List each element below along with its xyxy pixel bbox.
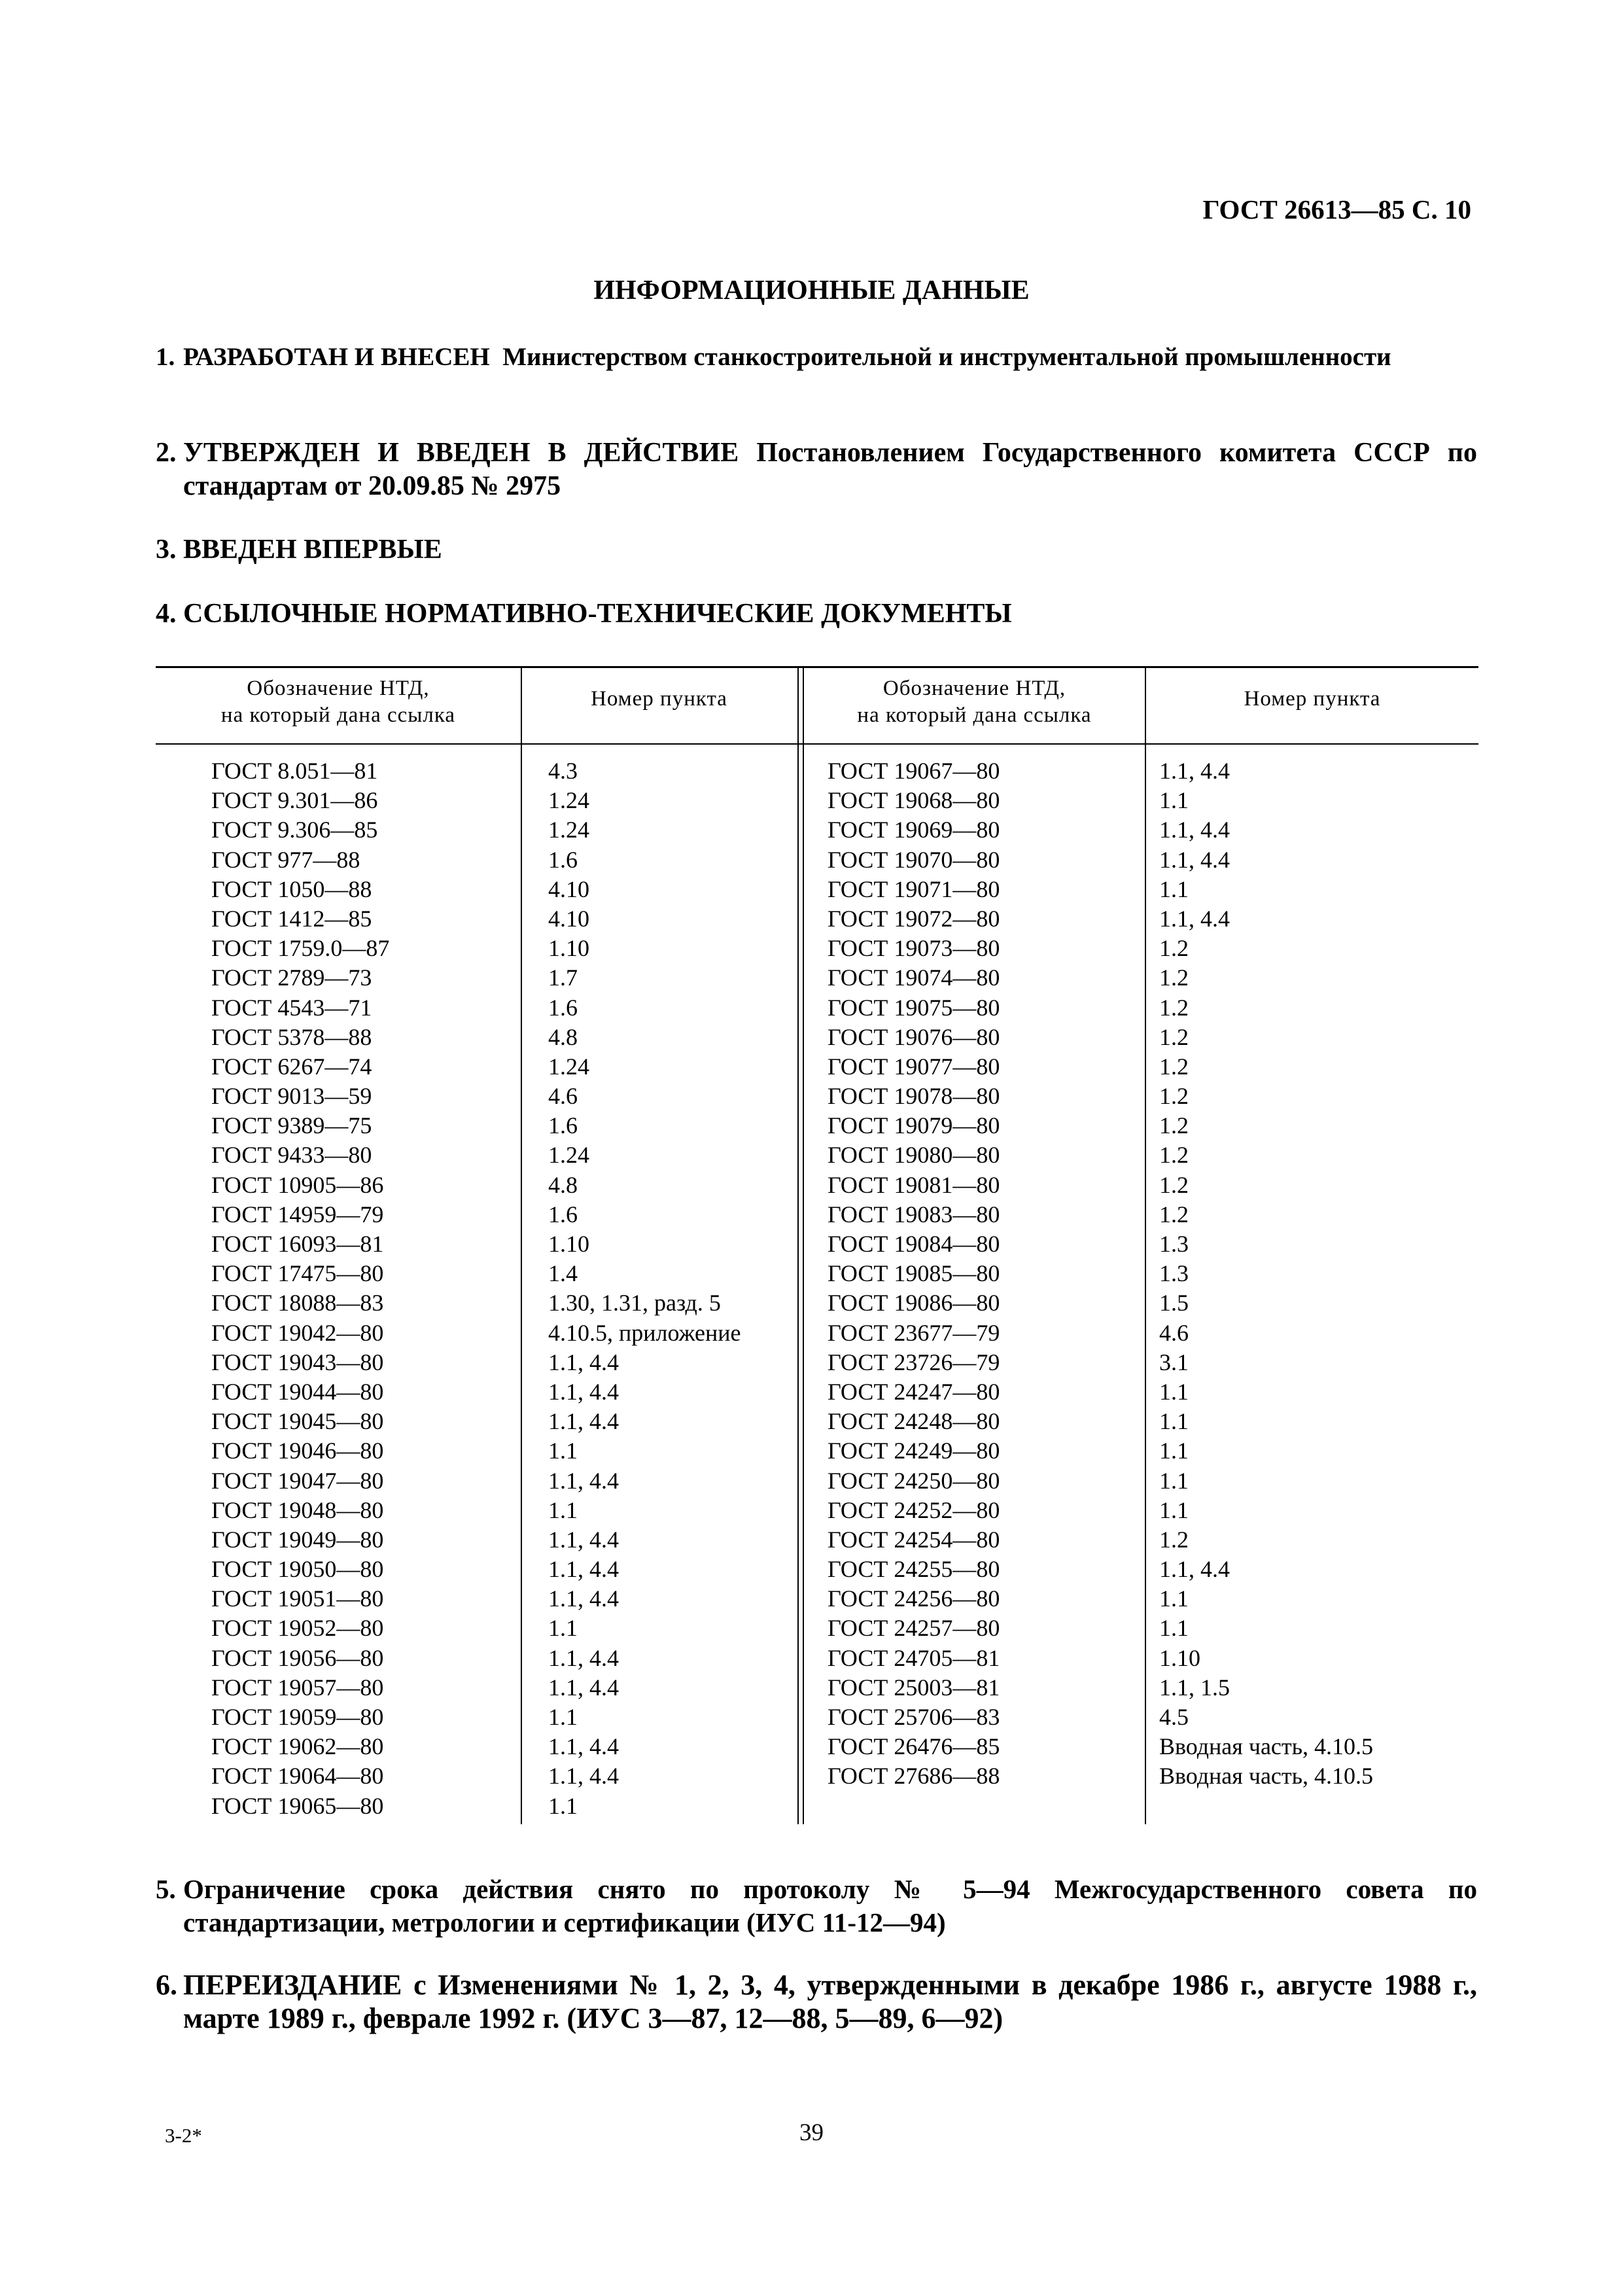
ntd-cell: ГОСТ 25003—81 — [828, 1674, 1000, 1701]
ntd-cell: ГОСТ 24256—80 — [828, 1585, 1000, 1612]
clause-cell: 1.2 — [1159, 935, 1189, 962]
ntd-cell: ГОСТ 19042—80 — [211, 1319, 384, 1346]
item-number: 2. — [156, 438, 177, 468]
item-number: 6. — [156, 1969, 177, 2001]
ntd-cell: ГОСТ 19065—80 — [211, 1792, 384, 1819]
ntd-cell: ГОСТ 19067—80 — [828, 758, 1000, 784]
ntd-cell: ГОСТ 9389—75 — [211, 1112, 372, 1139]
clause-cell: 1.1, 4.4 — [548, 1674, 619, 1701]
ntd-cell: ГОСТ 19051—80 — [211, 1585, 384, 1612]
clause-cell: 1.2 — [1159, 994, 1189, 1021]
clause-cell: 4.3 — [548, 758, 578, 784]
clause-cell: Вводная часть, 4.10.5 — [1159, 1763, 1374, 1790]
ntd-cell: ГОСТ 9.301—86 — [211, 787, 378, 814]
table-divider — [797, 666, 799, 1824]
ntd-cell: ГОСТ 24255—80 — [828, 1556, 1000, 1583]
clause-cell: 1.1 — [1159, 1615, 1189, 1642]
ntd-cell: ГОСТ 19075—80 — [828, 994, 1000, 1021]
ntd-cell: ГОСТ 19062—80 — [211, 1733, 384, 1760]
table-header-rule — [156, 743, 1478, 745]
ntd-cell: ГОСТ 23726—79 — [828, 1349, 1000, 1375]
ntd-cell: ГОСТ 19064—80 — [211, 1763, 384, 1790]
clause-cell: 4.6 — [1159, 1319, 1189, 1346]
ntd-cell: ГОСТ 19043—80 — [211, 1349, 384, 1375]
clause-cell: 1.2 — [1159, 1053, 1189, 1080]
item-lead: РАЗРАБОТАН И ВНЕСЕН — [183, 343, 490, 371]
ntd-cell: ГОСТ 19068—80 — [828, 787, 1000, 814]
clause-cell: 1.2 — [1159, 1023, 1189, 1050]
ntd-cell: ГОСТ 14959—79 — [211, 1201, 384, 1227]
item-text: ПЕРЕИЗДАНИЕ с Изменениями № 1, 2, 3, 4, утвержденными в декабре 1986 г., августе 1988 г., марте 1989 г., феврале 1992 г. (ИУС 3—87, 12—88, 5—89, 6—92) — [183, 1969, 1477, 2034]
ntd-cell: ГОСТ 19076—80 — [828, 1023, 1000, 1050]
item-number: 3. — [156, 535, 177, 565]
clause-cell: 1.1, 4.4 — [548, 1733, 619, 1760]
clause-cell: 1.1, 4.4 — [1159, 817, 1230, 843]
clause-cell: 1.1, 4.4 — [548, 1644, 619, 1671]
ntd-cell: ГОСТ 19086—80 — [828, 1290, 1000, 1316]
right-clause-column — [1159, 756, 1373, 1792]
clause-cell: 1.1, 4.4 — [548, 1763, 619, 1790]
ntd-cell: ГОСТ 19049—80 — [211, 1526, 384, 1553]
item-number: 1. — [156, 343, 175, 371]
item-introduced — [156, 533, 1477, 567]
ntd-cell: ГОСТ 24248—80 — [828, 1408, 1000, 1435]
clause-cell: 1.1, 4.4 — [1159, 758, 1230, 784]
table-top-rule — [156, 666, 1478, 668]
item-text: ССЫЛОЧНЫЕ НОРМАТИВНО-ТЕХНИЧЕСКИЕ ДОКУМЕНТЫ — [183, 599, 1012, 629]
clause-cell: 1.1, 4.4 — [1159, 1556, 1230, 1583]
item-approved — [156, 436, 1477, 503]
ntd-cell: ГОСТ 19050—80 — [211, 1556, 384, 1583]
ntd-cell: ГОСТ 8.051—81 — [211, 758, 378, 784]
left-clause-column — [548, 756, 741, 1821]
page-header: ГОСТ 26613—85 С. 10 — [1202, 194, 1471, 224]
ntd-cell: ГОСТ 24250—80 — [828, 1467, 1000, 1494]
clause-cell: 1.24 — [548, 787, 589, 814]
ntd-cell: ГОСТ 26476—85 — [828, 1733, 1000, 1760]
clause-cell: 1.1, 4.4 — [548, 1585, 619, 1612]
clause-cell: 1.1 — [1159, 787, 1189, 814]
ntd-cell: ГОСТ 24247—80 — [828, 1378, 1000, 1405]
ntd-cell: ГОСТ 9.306—85 — [211, 817, 378, 843]
clause-cell: 1.10 — [548, 1231, 589, 1257]
clause-cell: 1.3 — [1159, 1260, 1189, 1287]
clause-cell: 1.24 — [548, 1053, 589, 1080]
ntd-cell: ГОСТ 24705—81 — [828, 1644, 1000, 1671]
ntd-cell: ГОСТ 24249—80 — [828, 1438, 1000, 1464]
ntd-cell: ГОСТ 19085—80 — [828, 1260, 1000, 1287]
ntd-cell: ГОСТ 19080—80 — [828, 1142, 1000, 1169]
clause-cell: 4.8 — [548, 1023, 578, 1050]
header-clause-right: Номер пункта — [1244, 687, 1381, 711]
clause-cell: 1.1 — [1159, 1378, 1189, 1405]
ntd-cell: ГОСТ 19083—80 — [828, 1201, 1000, 1227]
clause-cell: 1.1 — [548, 1792, 578, 1819]
ntd-cell: ГОСТ 5378—88 — [211, 1023, 372, 1050]
ntd-cell: ГОСТ 19052—80 — [211, 1615, 384, 1642]
clause-cell: 1.5 — [1159, 1290, 1189, 1316]
clause-cell: 1.1 — [1159, 1467, 1189, 1494]
ntd-cell: ГОСТ 16093—81 — [211, 1231, 384, 1257]
ntd-cell: ГОСТ 24257—80 — [828, 1615, 1000, 1642]
item-text: Ограничение срока действия снято по протоколу № 5—94 Межгосударственного совета по стандартизации, метрологии и сертификации (ИУС 11-12—94) — [183, 1874, 1477, 1937]
clause-cell: 1.1 — [1159, 875, 1189, 902]
clause-cell: 1.1 — [548, 1704, 578, 1730]
ntd-cell: ГОСТ 2789—73 — [211, 964, 372, 991]
clause-cell: 4.5 — [1159, 1704, 1189, 1730]
left-ntd-column — [211, 756, 389, 1821]
clause-cell: 1.3 — [1159, 1231, 1189, 1257]
clause-cell: 1.6 — [548, 1201, 578, 1227]
ntd-cell: ГОСТ 25706—83 — [828, 1704, 1000, 1730]
clause-cell: 1.1, 4.4 — [1159, 905, 1230, 932]
ntd-cell: ГОСТ 23677—79 — [828, 1319, 1000, 1346]
item-text: ВВЕДЕН ВПЕРВЫЕ — [183, 535, 442, 565]
ntd-cell: ГОСТ 19046—80 — [211, 1438, 384, 1464]
clause-cell: 1.1, 4.4 — [548, 1408, 619, 1435]
clause-cell: 1.30, 1.31, разд. 5 — [548, 1290, 721, 1316]
ntd-cell: ГОСТ 19069—80 — [828, 817, 1000, 843]
ntd-cell: ГОСТ 17475—80 — [211, 1260, 384, 1287]
table-divider — [803, 666, 804, 1824]
ntd-cell: ГОСТ 19070—80 — [828, 846, 1000, 873]
ntd-cell: ГОСТ 977—88 — [211, 846, 360, 873]
ntd-cell: ГОСТ 24254—80 — [828, 1526, 1000, 1553]
item-reissue — [156, 1968, 1477, 2035]
clause-cell: 1.1, 4.4 — [548, 1526, 619, 1553]
clause-cell: 1.24 — [548, 1142, 589, 1169]
clause-cell: 4.10 — [548, 905, 589, 932]
clause-cell: 1.4 — [548, 1260, 578, 1287]
ntd-cell: ГОСТ 24252—80 — [828, 1496, 1000, 1523]
header-line: Обозначение НТД, — [247, 677, 430, 700]
clause-cell: 1.10 — [1159, 1644, 1200, 1671]
footer-code: 3-2* — [165, 2124, 202, 2147]
ntd-cell: ГОСТ 1050—88 — [211, 875, 372, 902]
item-text: Постановлением Государственного комитета СССР по стандартам от 20.09.85 № 2975 — [183, 438, 1478, 501]
clause-cell: 1.1 — [1159, 1585, 1189, 1612]
ntd-cell: ГОСТ 19045—80 — [211, 1408, 384, 1435]
clause-cell: 1.1 — [548, 1615, 578, 1642]
ntd-cell: ГОСТ 18088—83 — [211, 1290, 384, 1316]
clause-cell: 1.6 — [548, 846, 578, 873]
clause-cell: 4.6 — [548, 1083, 578, 1110]
item-references — [156, 597, 1477, 631]
header-line: Обозначение НТД, — [882, 677, 1066, 700]
clause-cell: 1.1 — [548, 1496, 578, 1523]
item-text: Министерством станкостроительной и инструментальной промышленности — [502, 343, 1391, 371]
table-divider — [1145, 666, 1146, 1824]
clause-cell: 1.6 — [548, 1112, 578, 1139]
clause-cell: 1.10 — [548, 935, 589, 962]
clause-cell: Вводная часть, 4.10.5 — [1159, 1733, 1374, 1760]
table-divider — [521, 666, 522, 1824]
clause-cell: 1.1, 4.4 — [548, 1349, 619, 1375]
ntd-cell: ГОСТ 19056—80 — [211, 1644, 384, 1671]
clause-cell: 1.2 — [1159, 1142, 1189, 1169]
ntd-cell: ГОСТ 19071—80 — [828, 875, 1000, 902]
clause-cell: 1.2 — [1159, 1171, 1189, 1198]
ntd-cell: ГОСТ 6267—74 — [211, 1053, 372, 1080]
clause-cell: 1.24 — [548, 817, 589, 843]
item-validity — [156, 1873, 1477, 1939]
clause-cell: 1.1 — [548, 1438, 578, 1464]
ntd-cell: ГОСТ 19048—80 — [211, 1496, 384, 1523]
clause-cell: 1.1, 4.4 — [548, 1378, 619, 1405]
clause-cell: 1.1, 4.4 — [548, 1556, 619, 1583]
clause-cell: 1.2 — [1159, 1526, 1189, 1553]
clause-cell: 1.2 — [1159, 1201, 1189, 1227]
item-number: 5. — [156, 1874, 176, 1904]
ntd-cell: ГОСТ 19078—80 — [828, 1083, 1000, 1110]
ntd-cell: ГОСТ 19084—80 — [828, 1231, 1000, 1257]
item-number: 4. — [156, 599, 177, 629]
ntd-cell: ГОСТ 27686—88 — [828, 1763, 1000, 1790]
ntd-cell: ГОСТ 19079—80 — [828, 1112, 1000, 1139]
ntd-cell: ГОСТ 1412—85 — [211, 905, 372, 932]
ntd-cell: ГОСТ 4543—71 — [211, 994, 372, 1021]
ntd-cell: ГОСТ 19044—80 — [211, 1378, 384, 1405]
clause-cell: 1.2 — [1159, 1112, 1189, 1139]
clause-cell: 1.1 — [1159, 1496, 1189, 1523]
right-ntd-column — [828, 756, 1000, 1792]
clause-cell: 4.10 — [548, 875, 589, 902]
ntd-cell: ГОСТ 19081—80 — [828, 1171, 1000, 1198]
clause-cell: 1.2 — [1159, 1083, 1189, 1110]
ntd-cell: ГОСТ 19073—80 — [828, 935, 1000, 962]
clause-cell: 4.10.5, приложение — [548, 1319, 741, 1346]
header-ntd-left — [156, 675, 521, 729]
clause-cell: 1.2 — [1159, 964, 1189, 991]
clause-cell: 1.1, 1.5 — [1159, 1674, 1230, 1701]
clause-cell: 1.1 — [1159, 1438, 1189, 1464]
clause-cell: 3.1 — [1159, 1349, 1189, 1375]
clause-cell: 1.6 — [548, 994, 578, 1021]
clause-cell: 1.1 — [1159, 1408, 1189, 1435]
ntd-cell: ГОСТ 9433—80 — [211, 1142, 372, 1169]
header-line: на который дана ссылка — [220, 703, 456, 727]
item-developed — [156, 340, 1477, 374]
header-clause-left: Номер пункта — [591, 687, 727, 711]
ntd-cell: ГОСТ 1759.0—87 — [211, 935, 390, 962]
ntd-cell: ГОСТ 19057—80 — [211, 1674, 384, 1701]
ntd-cell: ГОСТ 19077—80 — [828, 1053, 1000, 1080]
item-lead: УТВЕРЖДЕН И ВВЕДЕН В ДЕЙСТВИЕ — [183, 438, 739, 468]
ntd-cell: ГОСТ 10905—86 — [211, 1171, 384, 1198]
references-table — [156, 666, 1478, 1824]
clause-cell: 1.1, 4.4 — [548, 1467, 619, 1494]
ntd-cell: ГОСТ 19072—80 — [828, 905, 1000, 932]
header-line: на который дана ссылка — [857, 703, 1092, 727]
header-ntd-right — [804, 675, 1145, 729]
ntd-cell: ГОСТ 19059—80 — [211, 1704, 384, 1730]
document-title: ИНФОРМАЦИОННЫЕ ДАННЫЕ — [593, 275, 1030, 306]
ntd-cell: ГОСТ 19047—80 — [211, 1467, 384, 1494]
clause-cell: 1.7 — [548, 964, 578, 991]
page-number: 39 — [799, 2119, 824, 2146]
clause-cell: 1.1, 4.4 — [1159, 846, 1230, 873]
ntd-cell: ГОСТ 19074—80 — [828, 964, 1000, 991]
clause-cell: 4.8 — [548, 1171, 578, 1198]
ntd-cell: ГОСТ 9013—59 — [211, 1083, 372, 1110]
